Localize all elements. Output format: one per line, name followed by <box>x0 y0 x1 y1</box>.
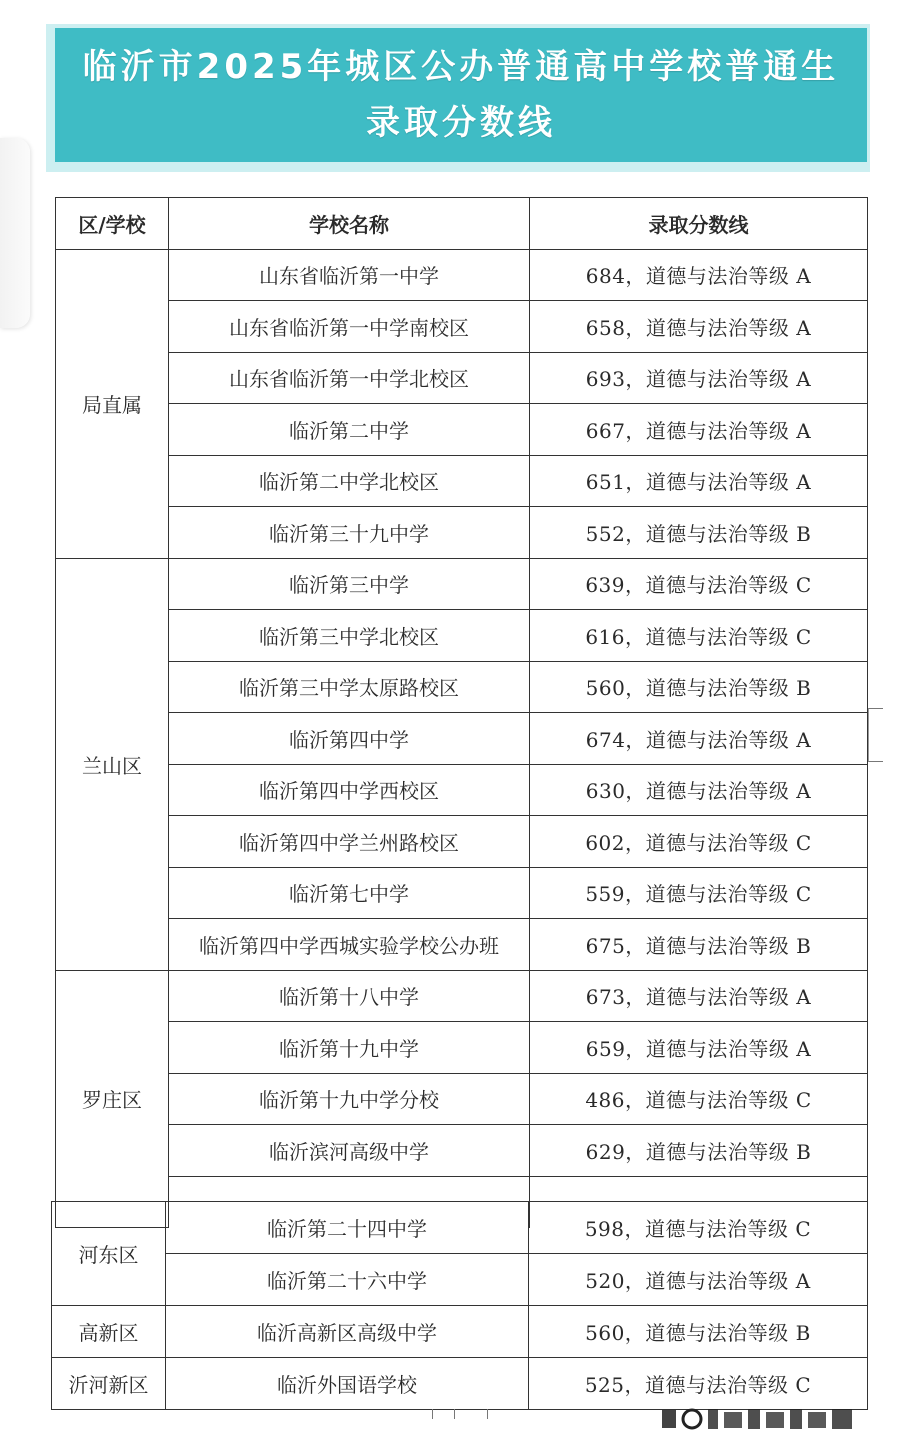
school-name-cell: 临沂第三中学太原路校区 <box>169 661 530 713</box>
school-name-cell: 临沂第四中学西校区 <box>169 764 530 816</box>
header-score: 录取分数线 <box>530 198 868 250</box>
table-row <box>56 867 868 919</box>
school-name-cell: 临沂外国语学校 <box>166 1358 529 1410</box>
table-row <box>56 764 868 816</box>
score-cell: 559，道德与法治等级 C <box>530 867 868 919</box>
admission-score-table-continued <box>51 1201 868 1410</box>
admission-score-table <box>55 197 868 1228</box>
score-cell: 667，道德与法治等级 A <box>530 404 868 456</box>
source-watermark <box>660 1402 860 1436</box>
title-line-2: 录取分数线 <box>366 103 556 143</box>
adjacent-table-edge <box>868 708 883 762</box>
score-cell: 659，道德与法治等级 A <box>530 1022 868 1074</box>
table-row <box>56 301 868 353</box>
score-cell: 673，道德与法治等级 A <box>530 970 868 1022</box>
school-name-cell: 山东省临沂第一中学南校区 <box>169 301 530 353</box>
score-cell: 658，道德与法治等级 A <box>530 301 868 353</box>
score-cell: 674，道德与法治等级 A <box>530 713 868 765</box>
table-row <box>56 713 868 765</box>
table-row <box>56 1022 868 1074</box>
table-row <box>56 970 868 1022</box>
table-row <box>56 558 868 610</box>
school-name-cell: 临沂第二中学北校区 <box>169 455 530 507</box>
table-row <box>56 249 868 301</box>
score-cell: 525，道德与法治等级 C <box>529 1358 868 1410</box>
score-cell: 560，道德与法治等级 B <box>529 1306 868 1358</box>
school-name-cell: 临沂第十八中学 <box>169 970 530 1022</box>
school-name-cell: 临沂第四中学兰州路校区 <box>169 816 530 868</box>
school-name-cell: 临沂第十九中学 <box>169 1022 530 1074</box>
school-name-cell: 临沂第四中学西城实验学校公办班 <box>169 919 530 971</box>
table-row <box>56 352 868 404</box>
watermark-logo-icon <box>660 1404 860 1434</box>
district-cell: 河东区 <box>52 1202 166 1306</box>
score-cell: 630，道德与法治等级 A <box>530 764 868 816</box>
page-marker <box>432 1409 488 1419</box>
side-panel-edge <box>0 138 30 328</box>
district-cell: 局直属 <box>56 249 169 558</box>
header-district: 区/学校 <box>56 198 169 250</box>
score-cell: 520，道德与法治等级 A <box>529 1254 868 1306</box>
title-line-1: 临沂市2025年城区公办普通高中学校普通生 <box>82 47 840 87</box>
table-row <box>56 610 868 662</box>
table-row <box>56 455 868 507</box>
school-name-cell: 临沂第二十四中学 <box>166 1202 529 1254</box>
district-cell: 沂河新区 <box>52 1358 166 1410</box>
table-header-row <box>56 198 868 250</box>
score-cell: 598，道德与法治等级 C <box>529 1202 868 1254</box>
table-row <box>52 1202 868 1254</box>
table-row <box>52 1306 868 1358</box>
table-row <box>56 816 868 868</box>
score-cell: 602，道德与法治等级 C <box>530 816 868 868</box>
school-name-cell: 临沂滨河高级中学 <box>169 1125 530 1177</box>
school-name-cell: 临沂第二十六中学 <box>166 1254 529 1306</box>
score-cell: 639，道德与法治等级 C <box>530 558 868 610</box>
header-school-name: 学校名称 <box>169 198 530 250</box>
table-row <box>56 1073 868 1125</box>
school-name-cell: 山东省临沂第一中学 <box>169 249 530 301</box>
table-row <box>52 1254 868 1306</box>
table-row <box>56 919 868 971</box>
school-name-cell: 山东省临沂第一中学北校区 <box>169 352 530 404</box>
school-name-cell: 临沂第二中学 <box>169 404 530 456</box>
school-name-cell: 临沂高新区高级中学 <box>166 1306 529 1358</box>
score-cell: 629，道德与法治等级 B <box>530 1125 868 1177</box>
school-name-cell: 临沂第四中学 <box>169 713 530 765</box>
district-cell: 罗庄区 <box>56 970 169 1228</box>
district-cell: 兰山区 <box>56 558 169 970</box>
school-name-cell: 临沂第三十九中学 <box>169 507 530 559</box>
score-cell: 616，道德与法治等级 C <box>530 610 868 662</box>
school-name-cell: 临沂第十九中学分校 <box>169 1073 530 1125</box>
score-cell: 675，道德与法治等级 B <box>530 919 868 971</box>
table-row <box>56 661 868 713</box>
score-cell: 693，道德与法治等级 A <box>530 352 868 404</box>
score-cell: 486，道德与法治等级 C <box>530 1073 868 1125</box>
score-cell: 651，道德与法治等级 A <box>530 455 868 507</box>
school-name-cell: 临沂第三中学北校区 <box>169 610 530 662</box>
school-name-cell: 临沂第三中学 <box>169 558 530 610</box>
school-name-cell: 临沂第七中学 <box>169 867 530 919</box>
table-row <box>56 1125 868 1177</box>
score-cell: 684，道德与法治等级 A <box>530 249 868 301</box>
table-row <box>56 507 868 559</box>
score-cell: 552，道德与法治等级 B <box>530 507 868 559</box>
score-cell: 560，道德与法治等级 B <box>530 661 868 713</box>
district-cell: 高新区 <box>52 1306 166 1358</box>
title-banner <box>55 28 867 162</box>
table-row <box>56 404 868 456</box>
